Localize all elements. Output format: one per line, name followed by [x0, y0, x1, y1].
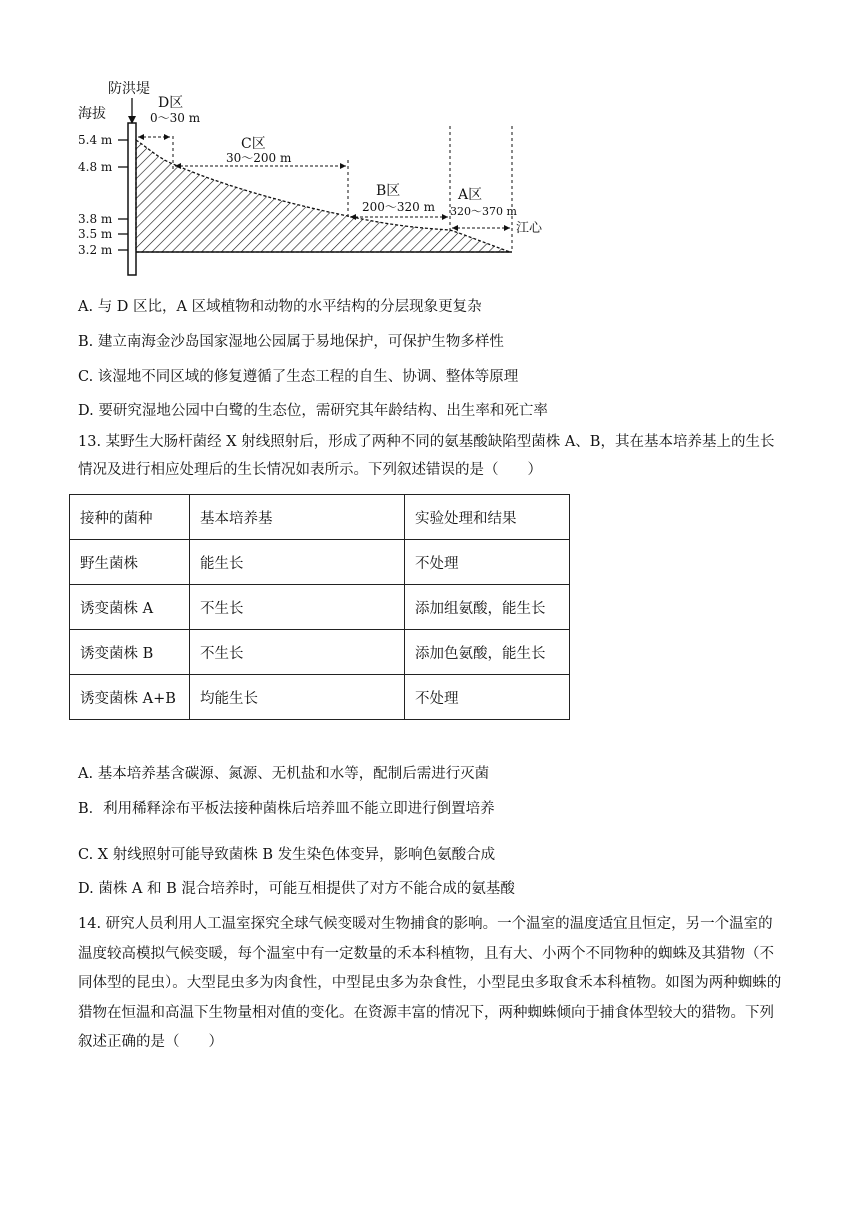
- table-cell: 均能生长: [190, 675, 405, 720]
- zone-a-name: A区: [458, 187, 483, 203]
- q13-stem: 13. 某野生大肠杆菌经 X 射线照射后，形成了两种不同的氨基酸缺陷型菌株 A、B，其在基本培养基上的生长情况及进行相应处理后的生长情况如表所示。下列叙述错误的是（ ）: [78, 434, 775, 478]
- table-cell: 诱变菌株 B: [70, 630, 190, 675]
- terrain-profile: [136, 140, 510, 252]
- q13-option-b: B．利用稀释涂布平板法接种菌株后培养皿不能立即进行倒置培养: [78, 801, 495, 817]
- wetland-profile-svg: [78, 78, 543, 288]
- zone-b-name: B区: [376, 183, 401, 199]
- table-cell: 不处理: [405, 675, 570, 720]
- zone-d-name: D区: [158, 95, 184, 111]
- altitude-label: 海拔: [78, 106, 106, 122]
- table-cell: 能生长: [190, 540, 405, 585]
- table-cell: 添加组氨酸，能生长: [405, 585, 570, 630]
- table-cell: 诱变菌株 A+B: [70, 675, 190, 720]
- table-row: [70, 630, 570, 675]
- table-cell: 野生菌株: [70, 540, 190, 585]
- table-cell: 不生长: [190, 585, 405, 630]
- zone-a-range: 320～370 m: [450, 205, 517, 218]
- height-3-8: 3.8 m: [78, 212, 113, 226]
- q14-stem: 14. 研究人员利用人工温室探究全球气候变暖对生物捕食的影响。一个温室的温度适宜且恒定，另一个温室的温度较高模拟气候变暖，每个温室中有一定数量的禾本科植物，且有大、小两个不同物种的蜘蛛及其猎物（不同体型的昆虫）。大型昆虫多为肉食性，中型昆虫多为杂食性，小型昆虫多取食禾本科植物。如图为两种蜘蛛的猎物在恒温和高温下生物量相对值的变化。在资源丰富的情况下，两种蜘蛛倾向于捕食体型较大的猎物。下列叙述正确的是（ ）: [78, 916, 782, 1050]
- height-3-2: 3.2 m: [78, 243, 113, 257]
- q12-option-c: C. 该湿地不同区域的修复遵循了生态工程的自生、协调、整体等原理: [78, 369, 519, 385]
- q12-option-b: B. 建立南海金沙岛国家湿地公园属于易地保护，可保护生物多样性: [78, 334, 504, 350]
- q12-option-d: D. 要研究湿地公园中白鹭的生态位，需研究其年龄结构、出生率和死亡率: [78, 403, 548, 419]
- table-cell: 添加色氨酸，能生长: [405, 630, 570, 675]
- river-center-label: 江心: [516, 221, 543, 236]
- q13-option-a: A. 基本培养基含碳源、氮源、无机盐和水等，配制后需进行灭菌: [78, 766, 490, 782]
- height-4-8: 4.8 m: [78, 160, 113, 174]
- table-row: [70, 585, 570, 630]
- wetland-profile-diagram: [78, 78, 543, 288]
- height-ticks: [78, 133, 128, 257]
- table-row: [70, 540, 570, 585]
- table-header: 实验处理和结果: [405, 495, 570, 540]
- height-5-4: 5.4 m: [78, 133, 113, 147]
- zone-c-name: C区: [241, 136, 266, 152]
- table-cell: 不生长: [190, 630, 405, 675]
- zone-c-range: 30～200 m: [226, 151, 292, 165]
- q13-option-d: D. 菌株 A 和 B 混合培养时，可能互相提供了对方不能合成的氨基酸: [78, 881, 515, 897]
- q13-table: [69, 494, 570, 720]
- table-row: [70, 675, 570, 720]
- table-cell: 不处理: [405, 540, 570, 585]
- q12-option-a: A. 与 D 区比，A 区域植物和动物的水平结构的分层现象更复杂: [78, 299, 482, 315]
- table-header: 基本培养基: [190, 495, 405, 540]
- levee-label: 防洪堤: [108, 81, 150, 97]
- height-3-5: 3.5 m: [78, 227, 113, 241]
- table-cell: 诱变菌株 A: [70, 585, 190, 630]
- zone-d-range: 0～30 m: [150, 111, 201, 125]
- zone-b-range: 200～320 m: [362, 200, 436, 214]
- levee-post: [128, 123, 136, 275]
- table-header: 接种的菌种: [70, 495, 190, 540]
- q13-option-c: C. X 射线照射可能导致菌株 B 发生染色体变异，影响色氨酸合成: [78, 847, 496, 863]
- table-header-row: [70, 495, 570, 540]
